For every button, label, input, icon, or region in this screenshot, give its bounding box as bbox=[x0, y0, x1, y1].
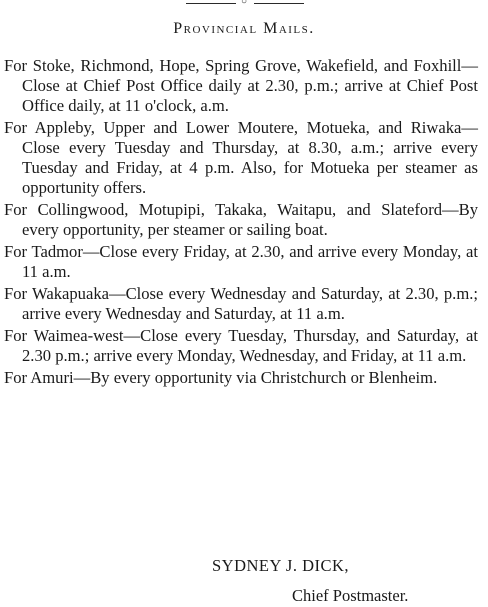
notice-appleby: For Appleby, Upper and Lower Moutere, Motueka, and Riwaka—Close every Tuesday and Thursday, at 8.30, a.m.; arrive every Tuesday and Friday, at 4 p.m. Also, for Motueka per steamer as opportunity offers. bbox=[4, 118, 478, 197]
rule-line-left bbox=[186, 3, 236, 4]
notice-amuri: For Amuri—By every opportunity via Christchurch or Blenheim. bbox=[4, 368, 438, 387]
notice-stoke: For Stoke, Richmond, Hope, Spring Grove, Wakefield, and Foxhill—Close at Chief Post Office daily at 2.30, p.m.; arrive at Chief Post Office daily, at 11 o'clock, a.m. bbox=[4, 56, 478, 115]
rule-ornament: ○ bbox=[241, 0, 248, 7]
mail-notices bbox=[4, 56, 478, 390]
notice-waimea-west: For Waimea-west—Close every Tuesday, Thursday, and Saturday, at 2.30 p.m.; arrive every Monday, Wednesday, and Friday, at 11 a.m. bbox=[4, 326, 478, 365]
signature-name: SYDNEY J. DICK, bbox=[212, 556, 350, 575]
notice-wakapuaka: For Wakapuaka—Close every Wednesday and Saturday, at 2.30, p.m.; arrive every Wednesday and Saturday, at 11 a.m. bbox=[4, 284, 478, 323]
rule-line-right bbox=[254, 3, 304, 4]
section-heading: Provincial Mails. bbox=[173, 20, 315, 37]
notice-collingwood: For Collingwood, Motupipi, Takaka, Waitapu, and Slateford—By every opportunity, per steamer or sailing boat. bbox=[4, 200, 478, 239]
signature-title: Chief Postmaster. bbox=[292, 586, 409, 605]
notice-tadmor: For Tadmor—Close every Friday, at 2.30, and arrive every Monday, at 11 a.m. bbox=[4, 242, 478, 281]
ornamental-rule bbox=[186, 0, 306, 8]
